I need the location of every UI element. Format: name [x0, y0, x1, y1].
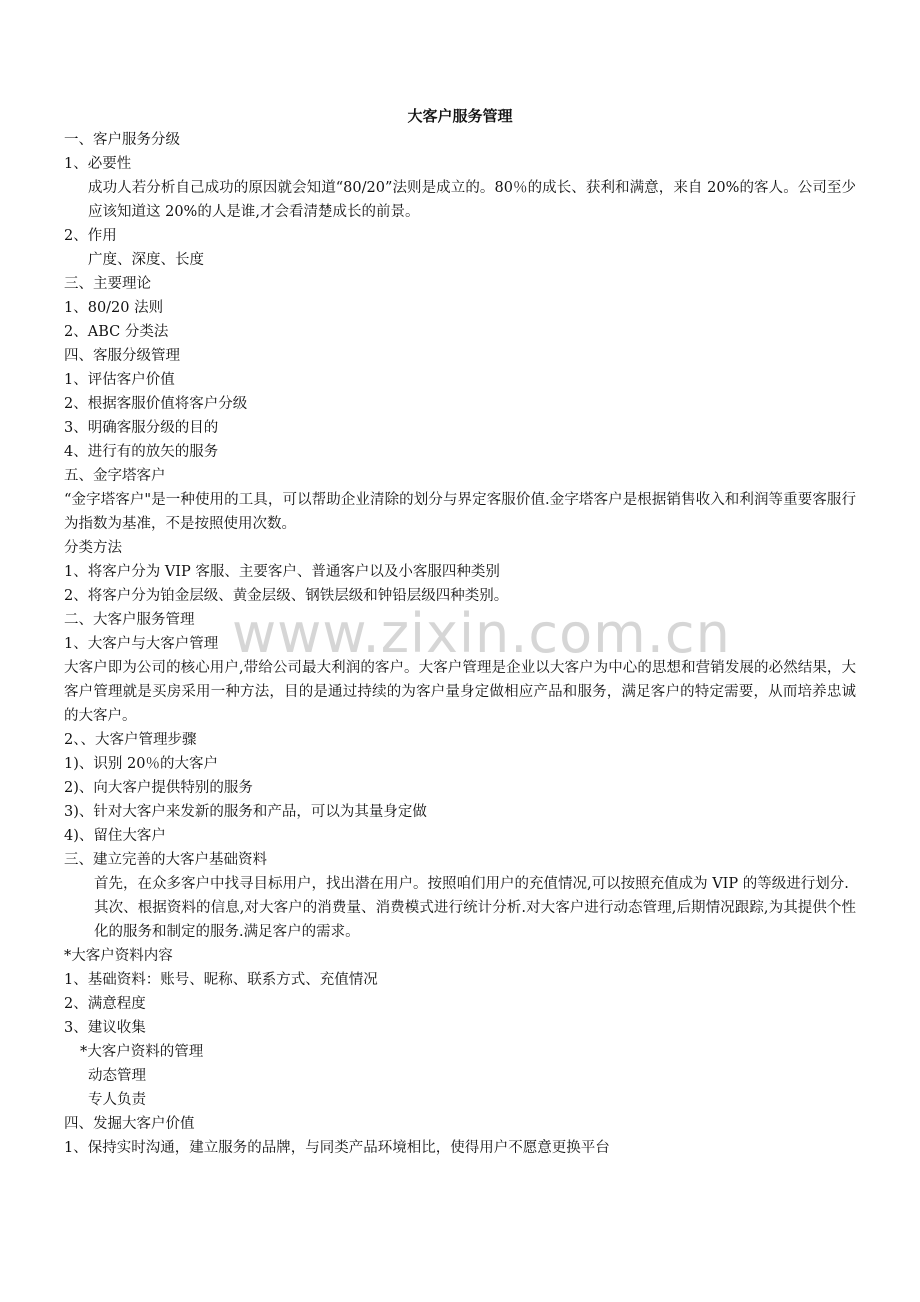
list-item: 1)、识别 20％的大客户: [64, 756, 218, 772]
list-item: 2、ABC 分类法: [64, 324, 169, 340]
section-heading: 三、主要理论: [64, 276, 151, 292]
subsection-heading: 2、作用: [64, 228, 117, 244]
section-heading: 四、客服分级管理: [64, 348, 180, 364]
watermark: www.zixin.com.cn: [232, 602, 731, 665]
list-item: 1、保持实时沟通，建立服务的品牌，与同类产品环境相比，使得用户不愿意更换平台: [64, 1140, 610, 1156]
list-item: 4、进行有的放矢的服务: [64, 444, 219, 460]
list-item: 2、根据客服价值将客户分级: [64, 396, 248, 412]
paragraph: 其次、根据资料的信息,对大客户的消费量、消费模式进行统计分析.对大客户进行动态管理,后期情况跟踪,为其提供个性化的服务和制定的服务.满足客户的需求。: [94, 900, 856, 940]
list-item: 1、80/20 法则: [64, 300, 164, 316]
list-item: 1、将客户分为 VIP 客服、主要客户、普通客户以及小客服四种类别: [64, 564, 500, 580]
list-item: 2、将客户分为铂金层级、黄金层级、钢铁层级和钟铅层级四种类别。: [64, 588, 509, 604]
section-heading: 三、建立完善的大客户基础资料: [64, 852, 267, 868]
paragraph: 大客户即为公司的核心用户,带给公司最大利润的客户。大客户管理是企业以大客户为中心的思想和营销发展的必然结果，大客户管理就是买房采用一种方法，目的是通过持续的为客户量身定做相应产品和服务，满足客户的特定需要，从而培养忠诚的大客户。: [64, 660, 856, 724]
subsection-heading: 1、必要性: [64, 156, 132, 172]
section-heading: 四、发掘大客户价值: [64, 1116, 195, 1132]
subsection-heading: 2、、大客户管理步骤: [64, 732, 197, 748]
document-title: 大客户服务管理: [407, 107, 513, 125]
list-item: 3、明确客服分级的目的: [64, 420, 219, 436]
section-heading: 五、金字塔客户: [64, 468, 166, 484]
list-item: 4)、留住大客户: [64, 828, 166, 844]
subsection-heading: *大客户资料的管理: [80, 1044, 204, 1060]
text-line: 专人负责: [88, 1092, 146, 1108]
section-heading: 一、客户服务分级: [64, 132, 180, 148]
subsection-heading: *大客户资料内容: [64, 948, 173, 964]
text-line: 广度、深度、长度: [88, 252, 204, 268]
subsection-heading: 1、大客户与大客户管理: [64, 636, 219, 652]
list-item: 2、满意程度: [64, 996, 146, 1012]
list-item: 2)、向大客户提供特别的服务: [64, 780, 253, 796]
list-item: 1、评估客户价值: [64, 372, 175, 388]
paragraph: 首先，在众多客户中找寻目标用户，找出潜在用户。按照咱们用户的充值情况,可以按照充值成为 VIP 的等级进行划分.: [94, 876, 849, 892]
document-body: [64, 104, 856, 1160]
list-item: 1、基础资料：账号、昵称、联系方式、充值情况: [64, 972, 378, 988]
text-line: 动态管理: [88, 1068, 146, 1084]
paragraph: “金字塔客户"是一种使用的工具，可以帮助企业清除的划分与界定客服价值.金字塔客户是根据销售收入和利润等重要客服行为指数为基准，不是按照使用次数。: [64, 492, 856, 532]
list-item: 3)、针对大客户来发新的服务和产品，可以为其量身定做: [64, 804, 427, 820]
list-item: 3、建议收集: [64, 1020, 146, 1036]
subsection-heading: 分类方法: [64, 540, 122, 556]
section-heading: 二、大客户服务管理: [64, 612, 195, 628]
paragraph: 成功人若分析自己成功的原因就会知道“80/20”法则是成立的。80％的成长、获利和满意，来自 20%的客人。公司至少应该知道这 20%的人是谁,才会看清楚成长的前景。: [88, 180, 856, 220]
